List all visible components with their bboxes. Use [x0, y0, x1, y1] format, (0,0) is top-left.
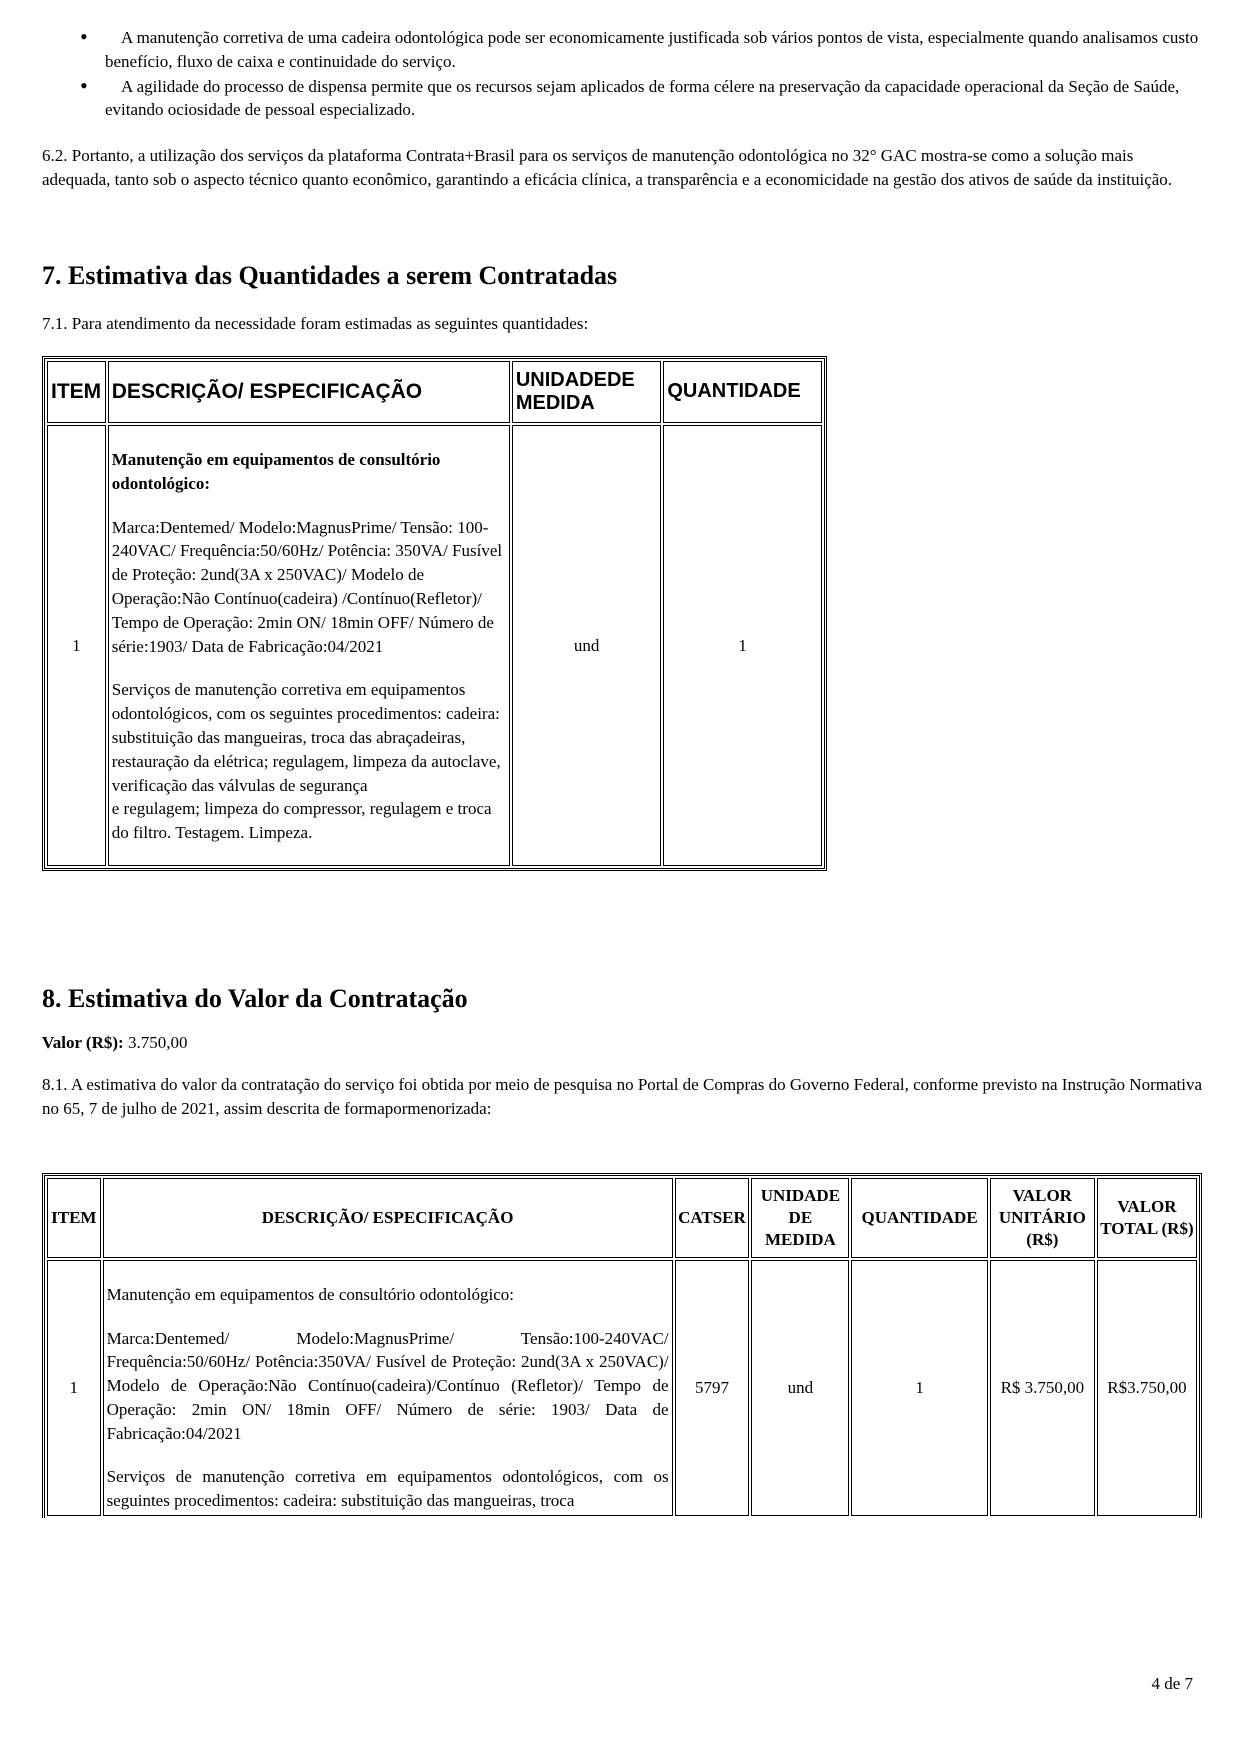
header-unit: UNIDADEDE MEDIDA	[512, 361, 662, 423]
header-quantity: QUANTIDADE	[663, 361, 822, 423]
header-total-value: VALOR TOTAL (R$)	[1097, 1178, 1197, 1258]
header-description: DESCRIÇÃO/ ESPECIFICAÇÃO	[103, 1178, 673, 1258]
paragraph-8-1: 8.1. A estimativa do valor da contratação do serviço foi obtida por meio de pesquisa no Portal de Compras do Governo Federal, conforme previsto na Instrução Normativa no 65, 7 de julho de 2021, assim descrita de formapormenorizada:	[42, 1075, 1202, 1118]
header-unit: UNIDADE DE MEDIDA	[751, 1178, 849, 1258]
header-item: ITEM	[47, 1178, 101, 1258]
paragraph-7-1: 7.1. Para atendimento da necessidade foram estimadas as seguintes quantidades:	[42, 314, 589, 334]
header-item: ITEM	[47, 361, 106, 423]
value-table-container	[42, 1173, 1202, 1518]
page-number: 4 de 7	[1151, 1674, 1193, 1693]
cell-unit-value: R$ 3.750,00	[990, 1260, 1095, 1516]
estimated-value-label: Valor (R$):	[42, 1033, 124, 1053]
header-quantity: QUANTIDADE	[851, 1178, 987, 1258]
paragraph-6-2: 6.2. Portanto, a utilização dos serviços da plataforma Contrata+Brasil para os serviços de manutenção odontológica no 32° GAC mostra-se como a solução mais adequada, tanto sob o aspecto técnico quanto econômico, garantindo a eficácia clínica, a transparência e a economicidade na gestão dos ativos de saúde da instituição.	[42, 146, 1173, 189]
justification-bullets	[42, 26, 1202, 122]
description-spec: Marca:Dentemed/ Modelo:MagnusPrime/ Tensão:100-240VAC/ Frequência:50/60Hz/ Potência:350VA/ Fusível de Proteção: 2und(3A x 250VAC)/ Modelo de Operação:Não Contínuo(cadeira)/Contínuo (Refletor)/ Tempo de Operação: 2min ON/ 18min OFF/ Número de série: 1903/ Data de Fabricação:04/2021	[106, 1328, 669, 1443]
cell-description	[108, 425, 510, 866]
section-7-title: 7. Estimativa das Quantidades a serem Contratadas	[42, 260, 618, 290]
cell-item: 1	[47, 425, 106, 866]
cell-item: 1	[47, 1260, 101, 1516]
quantities-table	[42, 356, 827, 871]
cell-quantity: 1	[663, 425, 822, 866]
estimated-value-amount: 3.750,00	[123, 1033, 188, 1053]
list-item	[42, 72, 1202, 123]
table-row	[47, 1260, 1197, 1516]
table-header-row	[47, 361, 822, 423]
header-catser: CATSER	[675, 1178, 750, 1258]
cell-total-value: R$3.750,00	[1097, 1260, 1197, 1516]
section-8-title: 8. Estimativa do Valor da Contratação	[42, 983, 468, 1013]
cell-unit: und	[512, 425, 662, 866]
description-title: Manutenção em equipamentos de consultório odontológico:	[106, 1284, 514, 1304]
estimated-value	[42, 1031, 1202, 1055]
list-item	[42, 26, 1202, 74]
description-services-cont: e regulagem; limpeza do compressor, regulagem e troca do filtro. Testagem. Limpeza.	[111, 799, 492, 843]
bullet-text: A manutenção corretiva de uma cadeira odontológica pode ser economicamente justificada sob vários pontos de vista, especialmente quando analisamos custo benefício, fluxo de caixa e continuidade do serviço.	[105, 28, 1199, 71]
bullet-text: A agilidade do processo de dispensa permite que os recursos sejam aplicados de forma célere na preservação da capacidade operacional da Seção de Saúde, evitando ociosidade de pessoal especializado.	[105, 76, 1180, 120]
cell-unit: und	[751, 1260, 849, 1516]
bullet-icon: •	[80, 72, 88, 98]
value-table	[42, 1173, 1202, 1518]
header-unit-value: VALOR UNITÁRIO (R$)	[990, 1178, 1095, 1258]
table-header-row	[47, 1178, 1197, 1258]
cell-catser: 5797	[675, 1260, 750, 1516]
cell-quantity: 1	[851, 1260, 987, 1516]
description-title: Manutenção em equipamentos de consultório odontológico:	[111, 449, 441, 493]
header-description: DESCRIÇÃO/ ESPECIFICAÇÃO	[108, 361, 510, 423]
description-spec: Marca:Dentemed/ Modelo:MagnusPrime/ Tensão: 100-240VAC/ Frequência:50/60Hz/ Potência: 350VA/ Fusível de Proteção: 2und(3A x 250VAC)/ Modelo de Operação:Não Contínuo(cadeira) /Contínuo(Refletor)/ Tempo de Operação: 2min ON/ 18min OFF/ Número de série:1903/ Data de Fabricação:04/2021	[111, 517, 503, 656]
table-row	[47, 425, 822, 866]
bullet-icon: •	[80, 24, 88, 49]
cell-description	[103, 1260, 673, 1516]
description-services: Serviços de manutenção corretiva em equipamentos odontológicos, com os seguintes procedimentos: cadeira: substituição das mangueiras, troca	[106, 1467, 669, 1511]
description-services: Serviços de manutenção corretiva em equipamentos odontológicos, com os seguintes procedimentos: cadeira: substituição das mangueiras, troca das abraçadeiras, restauração da elétrica; regulagem, limpeza da autoclave, verificação das válvulas de segurança	[111, 680, 501, 795]
document-page	[42, 26, 1202, 1518]
